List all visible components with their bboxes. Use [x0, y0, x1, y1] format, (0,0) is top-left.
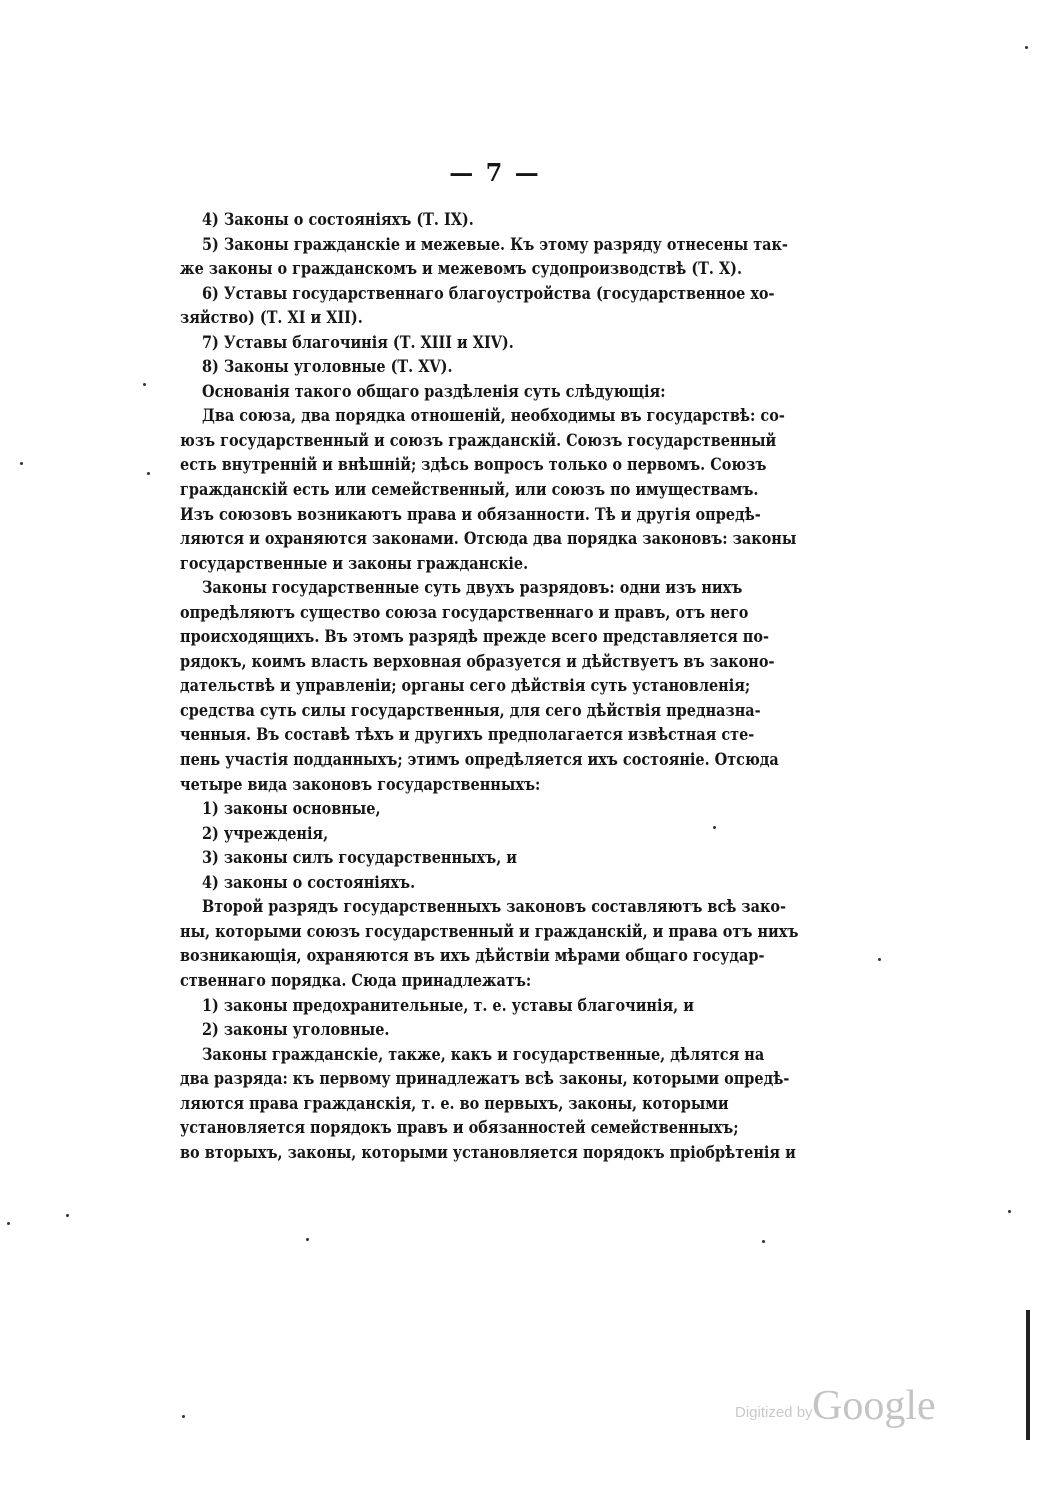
text-line: есть внутренній и внѣшній; здѣсь вопросъ только о первомъ. Союзъ	[180, 455, 767, 476]
text-line: 1) законы основные,	[202, 799, 381, 820]
scan-speck	[66, 1214, 69, 1217]
text-line: Законы гражданскіе, также, какъ и государственные, дѣлятся на	[202, 1044, 765, 1065]
text-line: 3) законы силъ государственныхъ, и	[202, 848, 517, 869]
text-line: 2) законы уголовные.	[202, 1020, 390, 1041]
text-line: юзъ государственный и союзъ гражданскій. Союзъ государственный	[180, 430, 777, 451]
text-line: зяйство) (Т. XI и XII).	[180, 308, 363, 329]
text-line: происходящихъ. Въ этомъ разрядѣ прежде всего представляется по-	[180, 627, 769, 648]
text-line: 4) законы о состояніяхъ.	[202, 872, 416, 893]
text-line: ляются права гражданскія, т. е. во первыхъ, законы, которыми	[180, 1093, 729, 1114]
text-line: опредѣляютъ существо союза государственнаго и правъ, отъ него	[180, 602, 749, 623]
text-line: пень участія подданныхъ; этимъ опредѣляется ихъ состояніе. Отсюда	[180, 750, 779, 771]
text-line: средства суть силы государственныя, для сего дѣйствія предназна-	[180, 700, 761, 721]
scan-speck	[20, 462, 23, 465]
scan-speck	[1008, 1210, 1011, 1213]
text-line: Изъ союзовъ возникаютъ права и обязанности. Тѣ и другія опредѣ-	[180, 504, 761, 525]
scan-speck	[143, 383, 146, 386]
google-logo: Google	[812, 1383, 936, 1429]
text-line: же законы о гражданскомъ и межевомъ судопроизводствѣ (Т. X).	[180, 259, 743, 280]
scan-speck	[147, 472, 150, 475]
text-line: 8) Законы уголовные (Т. XV).	[202, 357, 453, 378]
text-line: Законы государственные суть двухъ разрядовъ: одни изъ нихъ	[202, 578, 743, 599]
text-line: государственные и законы гражданскіе.	[180, 553, 529, 574]
text-line: рядокъ, коимъ власть верховная образуется и дѣйствуетъ въ законо-	[180, 651, 775, 672]
text-line: четыре вида законовъ государственныхъ:	[180, 774, 541, 795]
text-line: ственнаго порядка. Сюда принадлежатъ:	[180, 970, 532, 991]
text-line: Второй разрядъ государственныхъ законовъ составляютъ всѣ зако-	[202, 897, 787, 918]
text-line: 4) Законы о состояніяхъ (Т. IX).	[202, 210, 474, 230]
text-line: установляется порядокъ правъ и обязанностей семейственныхъ;	[180, 1118, 739, 1139]
digitized-by-label: Digitized by	[735, 1404, 813, 1421]
text-line: ляются и охраняются законами. Отсюда два порядка законовъ: законы	[180, 529, 797, 550]
scan-speck	[7, 1222, 10, 1225]
text-line: Два союза, два порядка отношеній, необходимы въ государствѣ: со-	[202, 406, 785, 427]
page-number: — 7 —	[449, 158, 541, 187]
scan-speck	[713, 826, 716, 829]
scan-speck	[182, 1415, 185, 1418]
text-line: два разряда: къ первому принадлежатъ всѣ законы, которыми опредѣ-	[180, 1069, 790, 1090]
scan-speck	[1025, 46, 1028, 49]
text-line: во вторыхъ, законы, которыми установляется порядокъ пріобрѣтенія и	[180, 1142, 796, 1163]
body-text	[180, 208, 799, 1165]
text-line: Основанія такого общаго раздѣленія суть слѣдующія:	[202, 381, 666, 402]
text-line: 1) законы предохранительные, т. е. уставы благочинія, и	[202, 995, 694, 1016]
text-line: ченныя. Въ составѣ тѣхъ и другихъ предполагается извѣстная сте-	[180, 725, 755, 746]
scan-speck	[878, 958, 881, 961]
text-line: ны, которыми союзъ государственный и гражданскій, и права отъ нихъ	[180, 921, 799, 942]
text-line: 7) Уставы благочинія (Т. XIII и XIV).	[202, 332, 514, 353]
text-line: 6) Уставы государственнаго благоустройства (государственное хо-	[202, 283, 775, 304]
text-line: гражданскій есть или семейственный, или союзъ по имуществамъ.	[180, 480, 759, 501]
text-line: 2) учрежденія,	[202, 823, 329, 844]
text-line: возникающія, охраняются въ ихъ дѣйствіи мѣрами общаго государ-	[180, 946, 765, 967]
text-line: дательствѣ и управленіи; органы сего дѣйствія суть установленія;	[180, 676, 751, 697]
scan-speck	[762, 1240, 765, 1243]
text-line: 5) Законы гражданскіе и межевые. Къ этому разряду отнесены так-	[202, 234, 788, 255]
scan-speck	[306, 1238, 309, 1241]
margin-rule	[1026, 1310, 1030, 1440]
